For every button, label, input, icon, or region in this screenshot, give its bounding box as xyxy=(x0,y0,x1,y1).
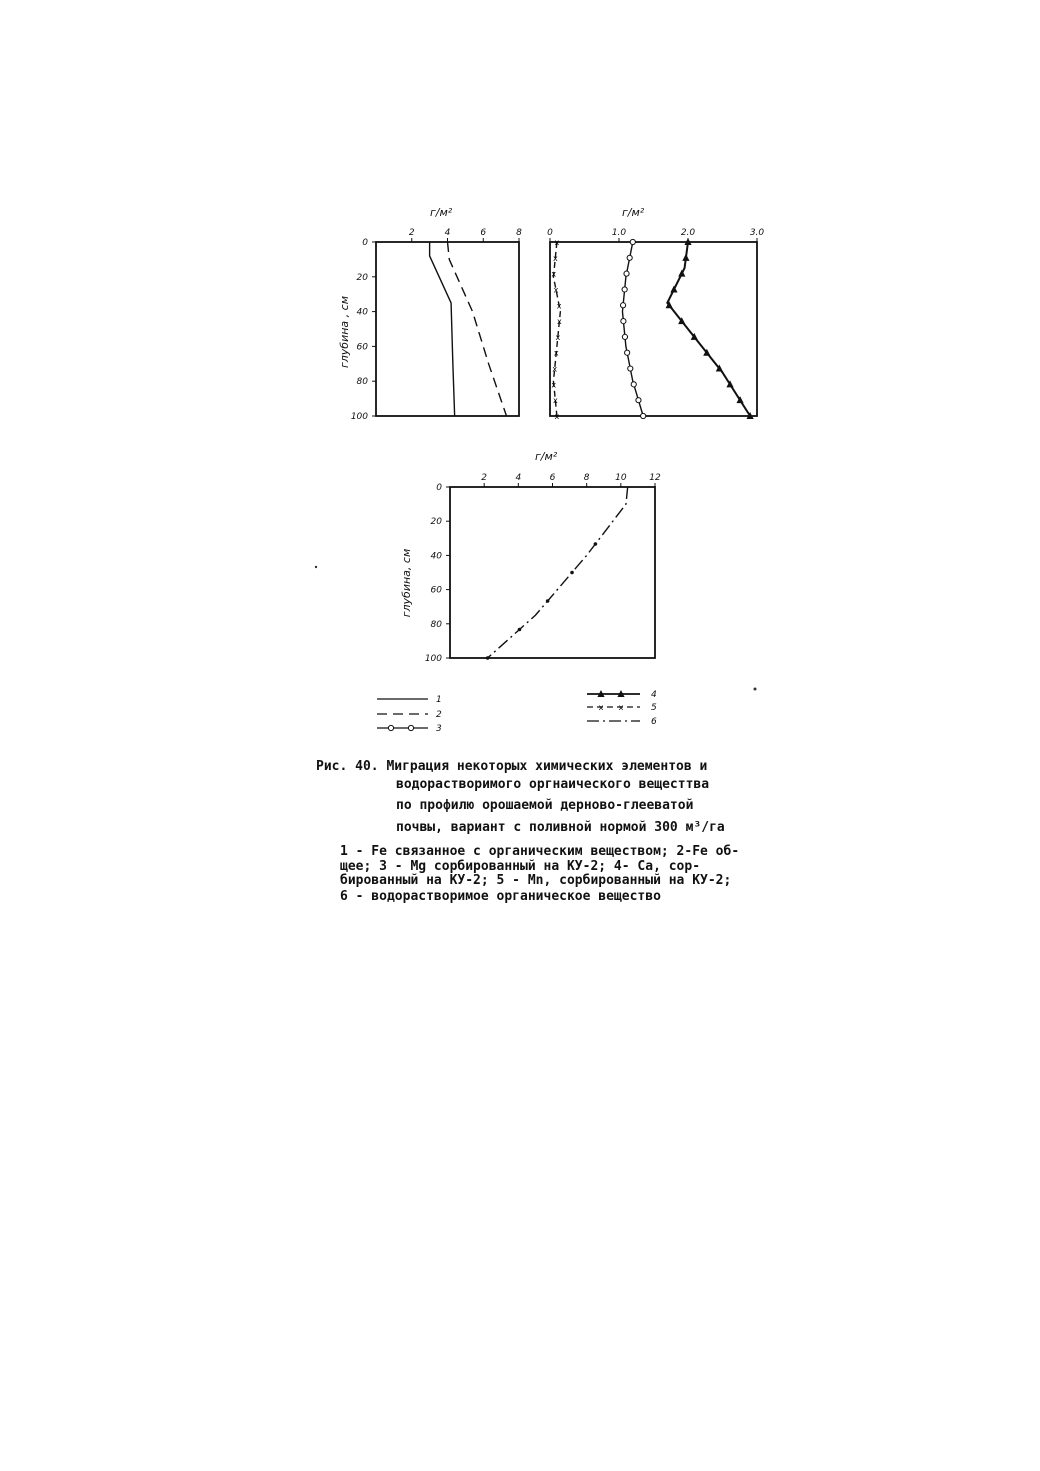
xticks-bottom xyxy=(481,473,661,487)
series-point-4 xyxy=(682,254,689,261)
series-point-3 xyxy=(621,318,626,323)
series-point-5: x xyxy=(554,238,560,247)
series-point-6 xyxy=(546,599,550,603)
series-line-3 xyxy=(622,242,643,416)
caption-line-2: водорастворимого оргнаического вещесттва xyxy=(396,777,710,792)
legend-marker-5: x xyxy=(598,703,604,712)
legend-marker-5: x xyxy=(618,703,624,712)
legend-label-5: 5 xyxy=(651,703,657,713)
series-point-5: x xyxy=(552,364,558,374)
series-point-5: x xyxy=(552,396,558,406)
series-top-left xyxy=(430,242,507,416)
legend-label-1: 1 xyxy=(436,695,442,705)
series-line-2 xyxy=(448,242,507,416)
yticks-top-left xyxy=(351,238,376,422)
series-point-3 xyxy=(620,303,625,308)
y-tick-label: 0 xyxy=(436,483,442,493)
x-tick-label: 8 xyxy=(583,473,590,483)
unit-label-top-left: г/м² xyxy=(430,206,453,219)
series-point-5: x xyxy=(551,269,557,279)
xticks-top-left xyxy=(409,228,522,242)
y-tick-label: 100 xyxy=(424,654,442,664)
series-bottom xyxy=(486,487,628,660)
x-tick-label: 12 xyxy=(649,473,661,483)
x-tick-label: 6 xyxy=(480,228,487,238)
frame-top-right xyxy=(550,242,757,416)
series-point-6 xyxy=(594,542,598,546)
legend-label-2: 2 xyxy=(436,710,442,720)
series-point-6 xyxy=(518,628,522,632)
x-tick-label: 6 xyxy=(549,473,556,483)
y-tick-label: 60 xyxy=(356,342,368,353)
ylabel-top-left: глубина , см xyxy=(338,295,351,369)
y-tick-label: 40 xyxy=(356,307,368,318)
series-line-5 xyxy=(553,242,560,416)
ylabel-bottom: глубина, см xyxy=(400,548,413,618)
y-tick-label: 0 xyxy=(362,238,368,248)
series-top-right xyxy=(551,238,753,421)
series-point-3 xyxy=(641,413,646,418)
y-tick-label: 20 xyxy=(356,272,368,283)
x-tick-label: 4 xyxy=(515,473,522,483)
series-point-3 xyxy=(624,271,629,276)
legend-label-6: 6 xyxy=(651,717,657,727)
series-point-3 xyxy=(630,239,635,244)
caption-legend-4: 6 - водорастворимое органическое вещество xyxy=(340,889,661,904)
caption-line-4: почвы, вариант с поливной нормой 300 м³/га xyxy=(396,820,725,835)
series-point-3 xyxy=(627,255,632,260)
y-tick-label: 40 xyxy=(430,551,442,562)
y-tick-label: 20 xyxy=(430,517,442,528)
x-tick-label: 10 xyxy=(615,473,627,483)
unit-label-top-right: г/м² xyxy=(622,206,645,219)
series-line-4 xyxy=(667,242,750,416)
series-point-6 xyxy=(570,571,574,575)
panel-top-right xyxy=(547,206,764,421)
series-point-5: x xyxy=(556,301,562,311)
caption-legend-3: бированный на КУ-2; 5 - Mn, сорбированный на КУ-2; xyxy=(340,873,732,888)
frame-top-left xyxy=(376,242,519,416)
series-line-1 xyxy=(430,242,455,416)
legend-label-4: 4 xyxy=(651,690,657,700)
series-point-3 xyxy=(622,334,627,339)
x-tick-label: 2 xyxy=(481,473,488,483)
y-tick-label: 80 xyxy=(356,377,368,388)
series-line-6 xyxy=(488,487,628,658)
legend-marker-3 xyxy=(388,725,393,730)
x-tick-label: 1.0 xyxy=(611,228,627,238)
series-point-5: x xyxy=(557,317,562,327)
caption-title: Рис. 40. Миграция некоторых химических элементов и xyxy=(316,759,708,774)
x-tick-label: 3.0 xyxy=(749,228,765,238)
series-point-5: x xyxy=(553,348,559,358)
legend-label-3: 3 xyxy=(436,724,442,734)
x-tick-label: 2 xyxy=(408,228,415,238)
series-point-5: x xyxy=(551,380,557,390)
caption-legend-2: щее; 3 - Mg сорбированный на КУ-2; 4- Са, сор- xyxy=(340,859,701,874)
series-point-3 xyxy=(636,398,641,403)
unit-label-bottom: г/м² xyxy=(535,450,558,463)
y-tick-label: 100 xyxy=(350,412,368,422)
series-point-3 xyxy=(631,382,636,387)
y-tick-label: 60 xyxy=(430,585,442,596)
panel-top-left xyxy=(338,206,522,422)
caption-legend-1: 1 - Fe связанное с органическим веществом; 2-Fe об- xyxy=(340,844,740,859)
series-point-5: x xyxy=(554,412,560,421)
y-tick-label: 80 xyxy=(430,619,442,630)
frame-bottom xyxy=(450,487,655,658)
series-point-3 xyxy=(622,287,627,292)
x-tick-label: 0 xyxy=(547,228,553,238)
series-point-3 xyxy=(628,366,633,371)
x-tick-label: 2.0 xyxy=(680,228,696,238)
legend xyxy=(377,690,657,734)
legend-marker-3 xyxy=(408,725,413,730)
panel-bottom xyxy=(400,450,661,664)
x-tick-label: 8 xyxy=(516,228,522,238)
x-tick-label: 4 xyxy=(444,228,451,238)
xticks-top-right xyxy=(547,228,764,242)
series-point-3 xyxy=(625,350,630,355)
series-point-5: x xyxy=(555,332,561,342)
series-point-5: x xyxy=(553,285,559,295)
speck xyxy=(754,688,757,691)
series-point-5: x xyxy=(552,253,558,263)
speck xyxy=(315,566,317,568)
caption-line-3: по профилю орошаемой дерново-глееватой xyxy=(396,798,694,813)
series-point-6 xyxy=(486,656,490,660)
yticks-bottom xyxy=(425,483,450,664)
